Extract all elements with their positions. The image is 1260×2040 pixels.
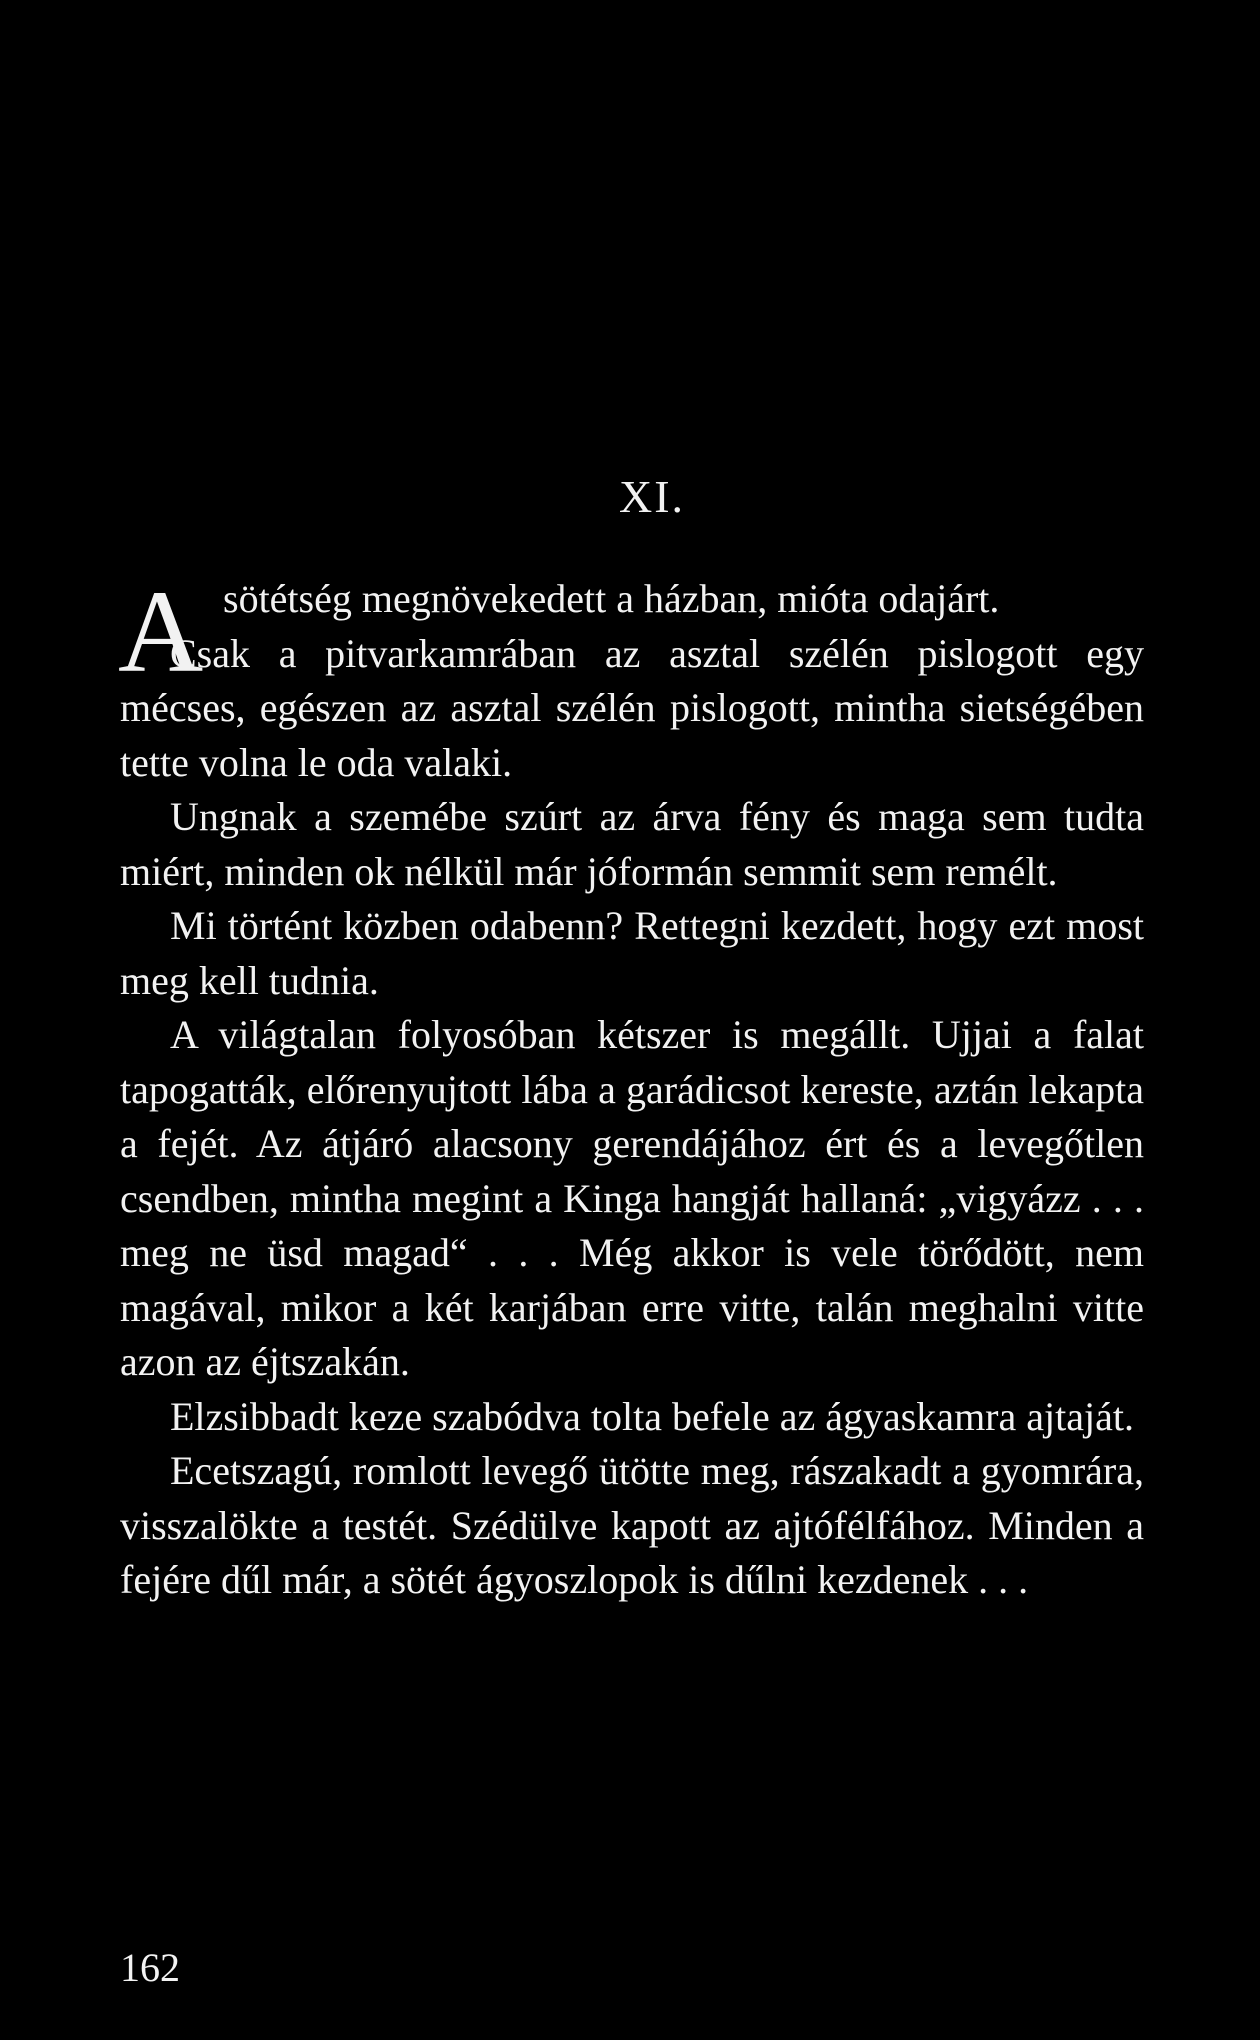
paragraph-4: Mi történt közben odabenn? Rettegni kezdett, hogy ezt most meg kell tudnia. — [120, 903, 1144, 1003]
paragraph-1 — [118, 566, 1144, 697]
paragraph-6: Elzsibbadt keze szabódva tolta befele az ágyaskamra ajtaját. — [170, 1393, 1134, 1439]
body-text — [118, 566, 1144, 1608]
paragraph-1-text: sötétség megnövekedett a házban, mióta odajárt. — [223, 576, 1000, 621]
paragraph-5: A világtalan folyosóban kétszer is megállt. Ujjai a falat tapogatták, előrenyujtott lába a garádicsot kereste, aztán lekapta a fejét. Az átjáró alacsony gerendájához ért és a levegőtlen csendben, mintha megint a Kinga hangját hallaná: „vigyázz . . . meg ne üsd magad“ . . . Még akkor is vele törődött, nem magával, mikor a két karjában erre vitte, talán meghalni vitte azon az éjtszakán. — [120, 1012, 1144, 1384]
paragraph-2: Csak a pitvarkamrában az asztal szélén pislogott egy mécses, egészen az asztal szélén pislogott, mintha sietségében tette volna le oda valaki. — [120, 630, 1144, 785]
chapter-heading: XI. — [618, 471, 686, 522]
paragraph-7: Ecetszagú, romlott levegő ütötte meg, rászakadt a gyomrára, visszalökte a testét. Szédülve kapott az ajtófélfához. Minden a fejére dűl már, a sötét ágyoszlopok is dűlni kezdenek . . . — [120, 1448, 1144, 1602]
paragraph-3: Ungnak a szemébe szúrt az árva fény és maga sem tudta miért, minden ok nélkül már jóformán semmit sem remélt. — [120, 794, 1144, 894]
drop-cap: A — [118, 566, 204, 697]
page-number: 162 — [120, 1945, 180, 1990]
